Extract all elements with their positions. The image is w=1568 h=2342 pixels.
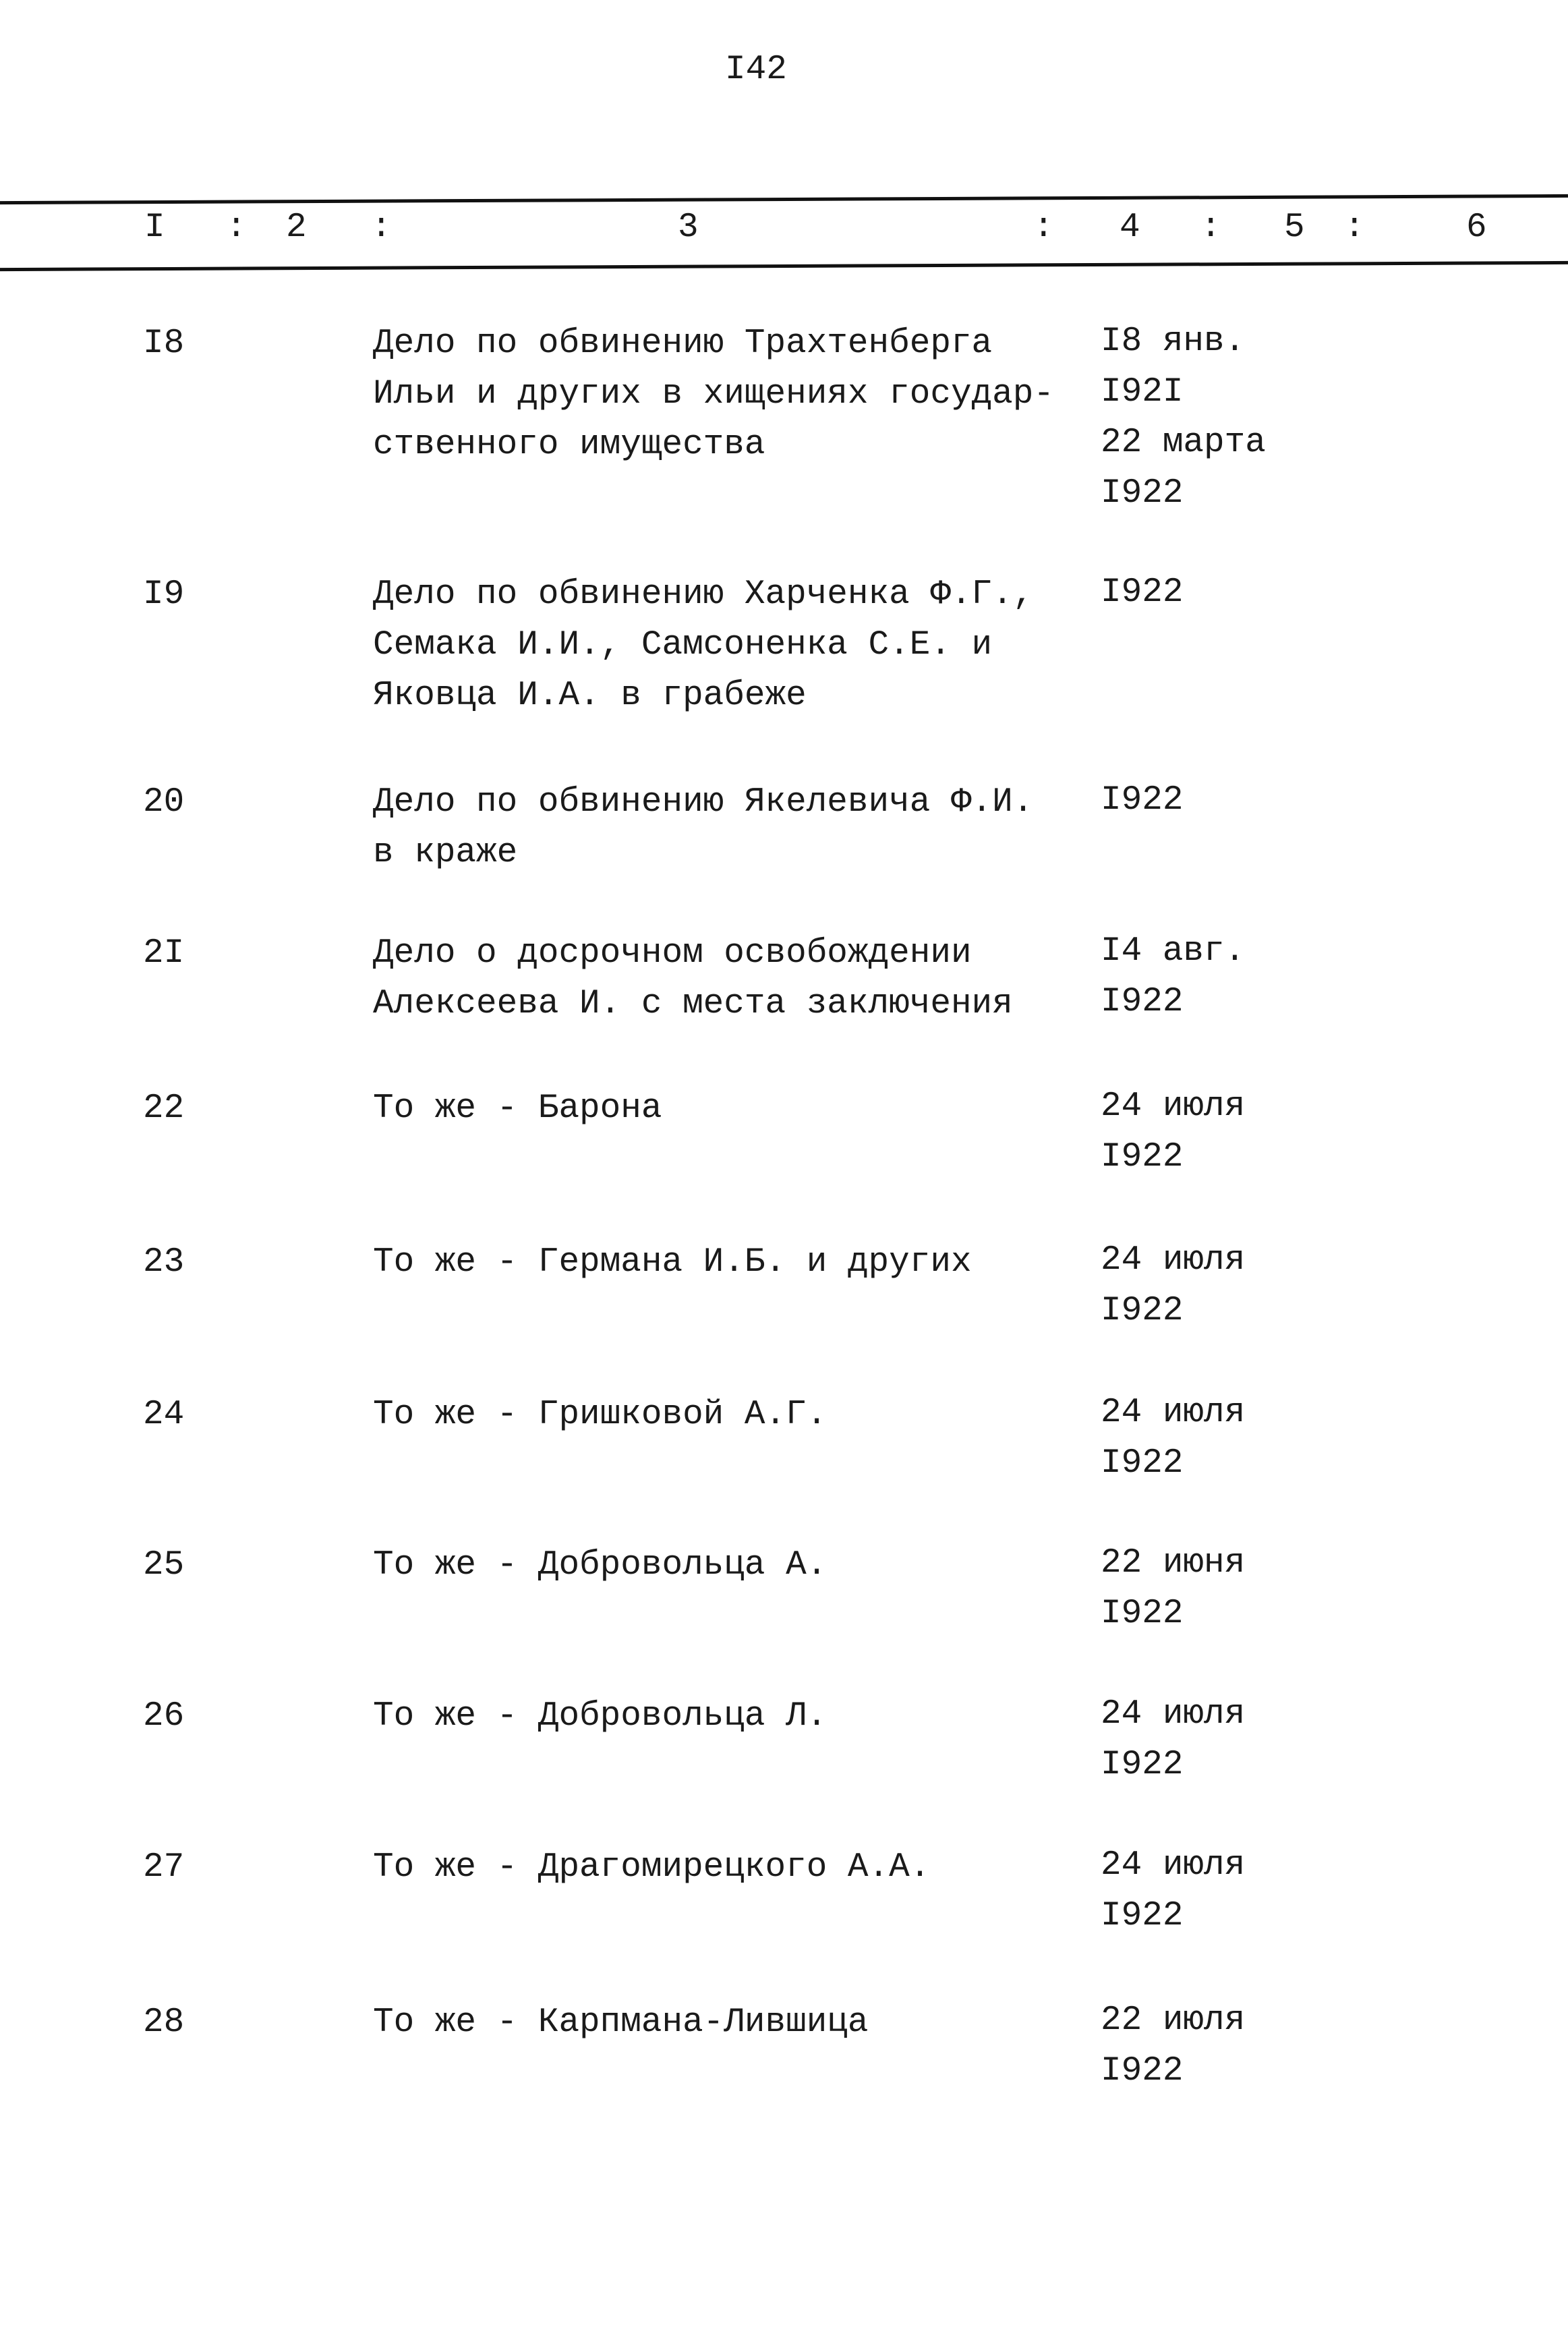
item-date-line: I922	[1101, 2052, 1184, 2090]
item-date-line: 24 июля	[1101, 1087, 1246, 1126]
item-number: 22	[143, 1089, 185, 1128]
item-title-line: То же - Германа И.Б. и других	[373, 1243, 972, 1282]
col-4: 4	[1120, 208, 1140, 247]
item-number: 24	[143, 1396, 185, 1434]
item-date-line: I922	[1101, 474, 1184, 513]
item-title-line: Семака И.И., Самсоненка С.Е. и	[373, 626, 993, 664]
item-date-line: I922	[1101, 1292, 1184, 1330]
item-number: 28	[143, 2003, 185, 2042]
col-2: 2	[286, 208, 307, 247]
item-date-line: I922	[1101, 1746, 1184, 1784]
item-number: 2I	[143, 934, 185, 973]
page-number: I42	[725, 51, 787, 89]
col-5: 5	[1284, 208, 1305, 247]
item-date-line: I92I	[1101, 373, 1184, 411]
col-sep: :	[1344, 208, 1365, 247]
item-date-line: 24 июля	[1101, 1695, 1246, 1734]
item-date-line: 22 июня	[1101, 1544, 1246, 1582]
item-title-line: Дело по обвинению Трахтенберга	[373, 324, 993, 363]
item-number: 20	[143, 783, 185, 822]
item-date-line: 22 июля	[1101, 2001, 1246, 2040]
item-title-line: Дело о досрочном освобождении	[373, 934, 972, 973]
item-title-line: Дело по обвинению Харченка Ф.Г.,	[373, 575, 1034, 614]
item-date-line: I922	[1101, 983, 1184, 1021]
item-date-line: I922	[1101, 781, 1184, 820]
item-title-line: То же - Карпмана-Лившица	[373, 2003, 869, 2042]
item-date-line: I922	[1101, 1138, 1184, 1176]
col-6: 6	[1466, 208, 1487, 247]
item-number: 25	[143, 1546, 185, 1584]
item-title-line: Ильи и других в хищениях государ-	[373, 375, 1054, 413]
item-title-line: То же - Гришковой А.Г.	[373, 1396, 827, 1434]
item-title-line: То же - Добровольца Л.	[373, 1697, 827, 1736]
item-number: 27	[143, 1848, 185, 1887]
item-date-line: I8 янв.	[1101, 322, 1246, 361]
item-date-line: I922	[1101, 1897, 1184, 1935]
item-title-line: в краже	[373, 834, 518, 872]
item-title-line: Дело по обвинению Якелевича Ф.И.	[373, 783, 1034, 822]
item-date-line: 24 июля	[1101, 1846, 1246, 1885]
item-date-line: I922	[1101, 1595, 1184, 1633]
item-title-line: То же - Добровольца А.	[373, 1546, 827, 1584]
col-sep: :	[371, 208, 392, 247]
item-title-line: Алексеева И. с места заключения	[373, 985, 1013, 1023]
col-sep: :	[226, 208, 247, 247]
header-bottom-rule	[0, 261, 1568, 271]
col-sep: :	[1033, 208, 1054, 247]
item-number: 26	[143, 1697, 185, 1736]
item-number: I8	[143, 324, 185, 363]
item-date-line: 24 июля	[1101, 1241, 1246, 1280]
item-date-line: I4 авг.	[1101, 932, 1246, 971]
item-number: I9	[143, 575, 185, 614]
col-sep: :	[1200, 208, 1221, 247]
col-1: I	[144, 208, 165, 247]
item-title-line: Яковца И.А. в грабеже	[373, 677, 807, 715]
item-date-line: 24 июля	[1101, 1394, 1246, 1432]
item-title-line: То же - Барона	[373, 1089, 662, 1128]
item-date-line: I922	[1101, 1444, 1184, 1483]
item-date-line: 22 марта	[1101, 424, 1266, 462]
item-title-line: То же - Драгомирецкого А.А.	[373, 1848, 931, 1887]
item-number: 23	[143, 1243, 185, 1282]
item-title-line: ственного имущества	[373, 426, 765, 464]
col-3: 3	[678, 208, 699, 247]
item-date-line: I922	[1101, 573, 1184, 612]
